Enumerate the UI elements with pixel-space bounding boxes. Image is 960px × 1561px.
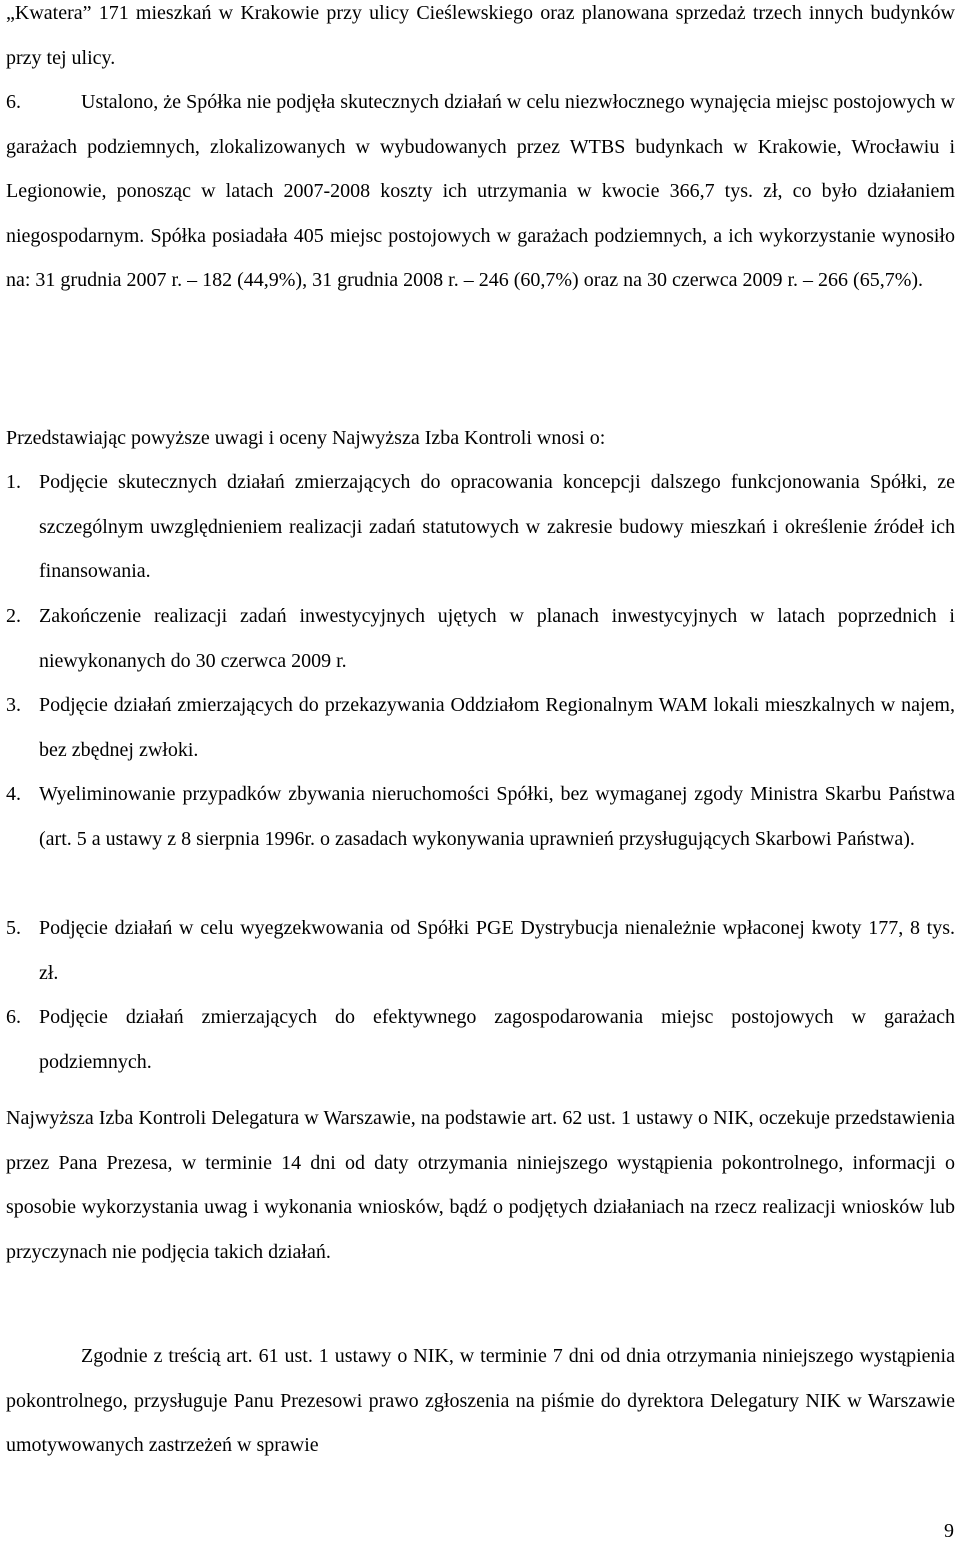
finding-6-number: 6. xyxy=(6,91,21,113)
recommendation-5 xyxy=(6,906,955,995)
recommendation-text: Wyeliminowanie przypadków zbywania nieruchomości Spółki, bez wymaganej zgody Ministra Skarbu Państwa (art. 5 a ustawy z 8 sierpnia 1996r. o zasadach wykonywania uprawnień przysługujących Skarbowi Państwa). xyxy=(39,783,955,850)
recommendation-number: 2. xyxy=(6,605,21,627)
recommendation-text: Zakończenie realizacji zadań inwestycyjnych ujętych w planach inwestycyjnych w latach poprzednich i niewykonanych do 30 czerwca 2009 r. xyxy=(39,605,955,672)
recommendation-number: 4. xyxy=(6,783,21,805)
conclusions-intro: Przedstawiając powyższe uwagi i oceny Najwyższa Izba Kontroli wnosi o: xyxy=(6,427,606,449)
finding-6 xyxy=(6,80,955,303)
recommendation-number: 1. xyxy=(6,471,21,493)
recommendation-number: 5. xyxy=(6,917,21,939)
recommendation-2 xyxy=(6,594,955,683)
recommendation-1 xyxy=(6,460,955,594)
expectation-paragraph: Najwyższa Izba Kontroli Delegatura w Warszawie, na podstawie art. 62 ust. 1 ustawy o NIK, oczekuje przedstawienia przez Pana Prezesa, w terminie 14 dni od daty otrzymania niniejszego wystąpienia pokontrolnego, informacji o sposobie wykorzystania uwag i wykonania wniosków, bądź o podjętych działaniach na rzecz realizacji wniosków lub przyczynach nie podjęcia takich działań. xyxy=(6,1107,955,1263)
objection-paragraph: Zgodnie z treścią art. 61 ust. 1 ustawy o NIK, w terminie 7 dni od dnia otrzymania niniejszego wystąpienia pokontrolnego, przysługuje Panu Prezesowi prawo zgłoszenia na piśmie do dyrektora Delegatury NIK w Warszawie umotywowanych zastrzeżeń w sprawie xyxy=(6,1345,955,1456)
recommendation-4 xyxy=(6,772,955,861)
recommendation-number: 6. xyxy=(6,1006,21,1028)
page-number: 9 xyxy=(944,1520,954,1542)
intro-fragment: „Kwatera” 171 mieszkań w Krakowie przy ulicy Cieślewskiego oraz planowana sprzedaż trzech innych budynków przy tej ulicy. xyxy=(6,2,955,69)
recommendation-number: 3. xyxy=(6,694,21,716)
recommendation-text: Podjęcie skutecznych działań zmierzających do opracowania koncepcji dalszego funkcjonowania Spółki, ze szczególnym uwzględnieniem realizacji zadań statutowych w zakresie budowy mieszkań i określenie źródeł ich finansowania. xyxy=(39,471,955,582)
recommendation-text: Podjęcie działań zmierzających do przekazywania Oddziałom Regionalnym WAM lokali mieszkalnych w najem, bez zbędnej zwłoki. xyxy=(39,694,955,761)
recommendation-3 xyxy=(6,683,955,772)
recommendation-text: Podjęcie działań zmierzających do efektywnego zagospodarowania miejsc postojowych w garażach podziemnych. xyxy=(39,1006,955,1073)
finding-6-text: Ustalono, że Spółka nie podjęła skutecznych działań w celu niezwłocznego wynajęcia miejsc postojowych w garażach podziemnych, zlokalizowanych w wybudowanych przez WTBS budynkach w Krakowie, Wrocławiu i Legionowie, ponosząc w latach 2007-2008 koszty ich utrzymania w kwocie 366,7 tys. zł, co było działaniem niegospodarnym. Spółka posiadała 405 miejsc postojowych w garażach podziemnych, a ich wykorzystanie wynosiło na: 31 grudnia 2007 r. – 182 (44,9%), 31 grudnia 2008 r. – 246 (60,7%) oraz na 30 czerwca 2009 r. – 266 (65,7%). xyxy=(6,91,955,291)
recommendation-6 xyxy=(6,995,955,1084)
recommendation-text: Podjęcie działań w celu wyegzekwowania od Spółki PGE Dystrybucja nienależnie wpłaconej kwoty 177, 8 tys. zł. xyxy=(39,917,955,984)
